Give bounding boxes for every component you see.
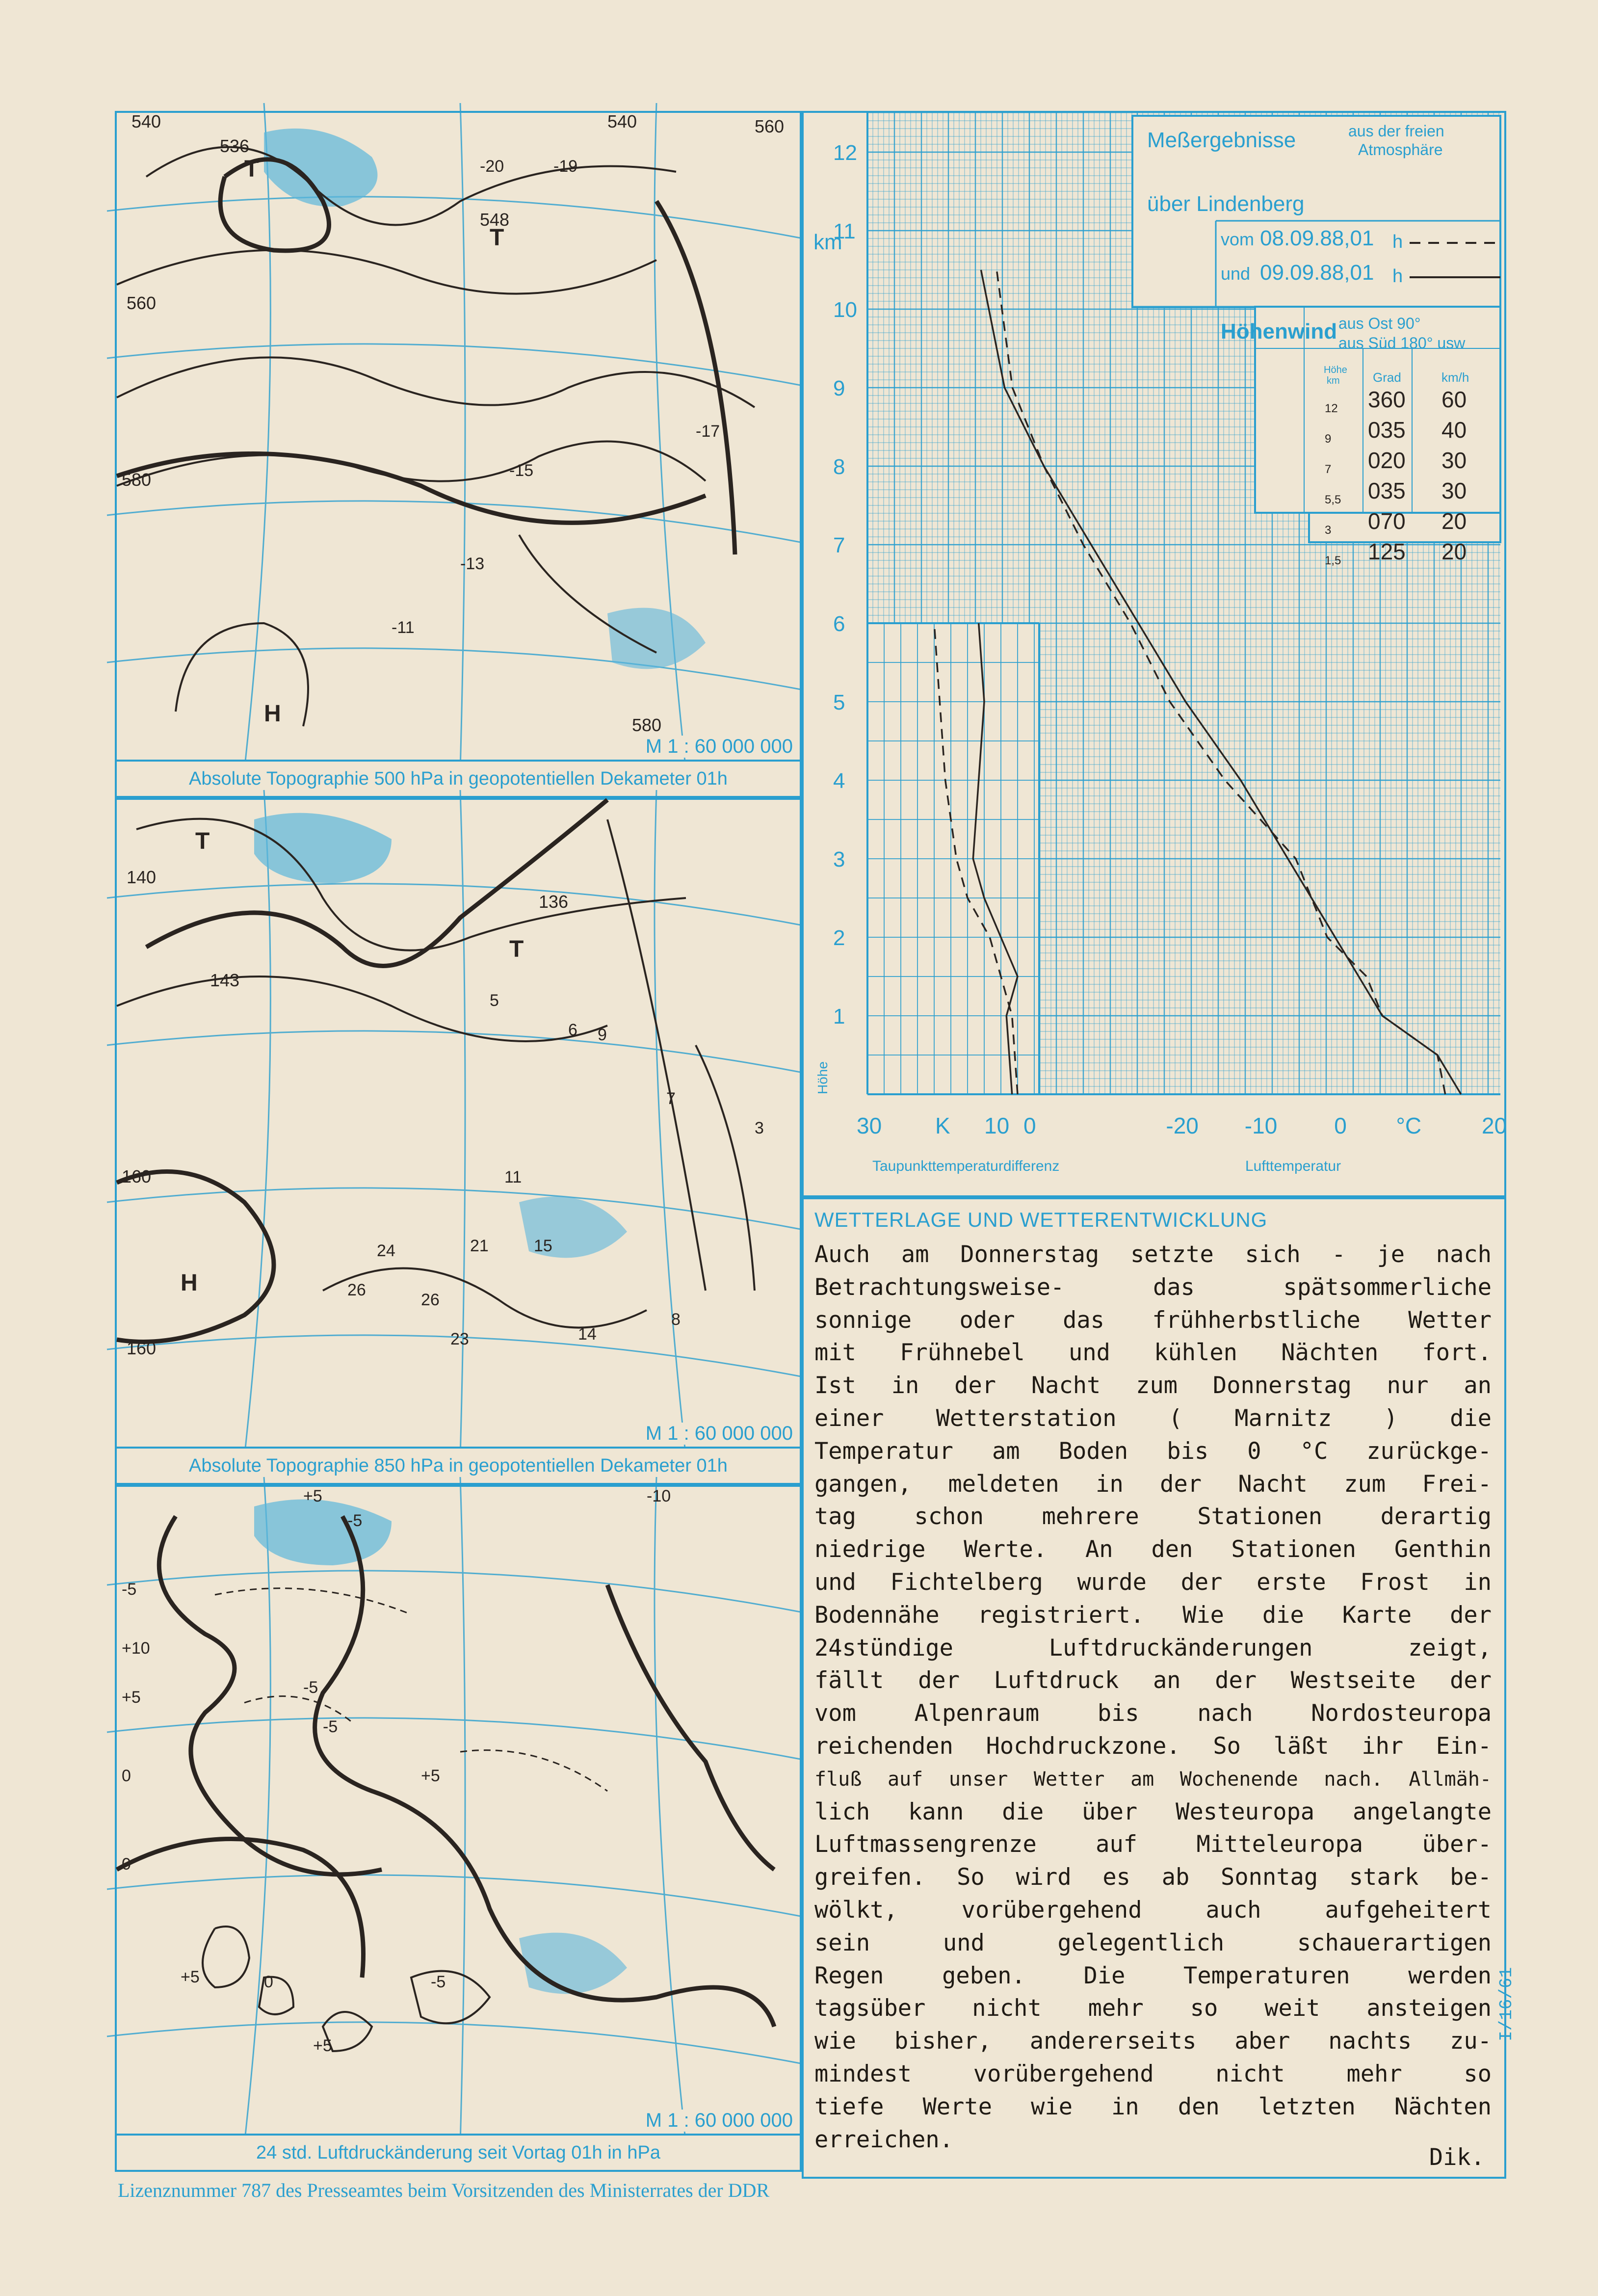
wind-speed-cell: 30 <box>1441 448 1467 473</box>
svg-text:H: H <box>181 1270 198 1296</box>
wind-dir-cell: 125 <box>1368 539 1406 564</box>
dew-tick-label: 10 <box>984 1113 1010 1138</box>
svg-text:9: 9 <box>598 1026 607 1044</box>
svg-text:6: 6 <box>568 1021 577 1039</box>
svg-text:136: 136 <box>539 892 569 912</box>
wind-h-cell: 3 <box>1325 524 1332 537</box>
wind-title: Höhenwind <box>1221 319 1337 343</box>
article-line: erreichen. <box>814 2126 953 2153</box>
dew-tick-label: K <box>935 1113 950 1138</box>
svg-text:3: 3 <box>755 1119 764 1137</box>
svg-text:160: 160 <box>127 1338 157 1358</box>
article-line: niedrige Werte. An den Stationen Genthin <box>814 1536 1492 1563</box>
run1-prefix: vom <box>1221 229 1255 249</box>
svg-text:+5: +5 <box>181 1968 200 1986</box>
footer-license: Lizenznummer 787 des Presseamtes beim Vorsitzenden des Ministerrates der DDR <box>118 2179 770 2201</box>
svg-text:+5: +5 <box>421 1767 440 1785</box>
run2-prefix: und <box>1221 264 1251 284</box>
wind-note-1: aus Ost 90° <box>1338 315 1421 332</box>
article-signature: Dik. <box>1429 2144 1485 2171</box>
y-tick-label: 1 <box>833 1004 845 1029</box>
svg-text:0: 0 <box>264 1973 273 1991</box>
svg-text:-5: -5 <box>347 1511 363 1530</box>
svg-text:560: 560 <box>755 116 785 136</box>
article-line: reichenden Hochdruckzone. So läßt ihr Ein- <box>814 1732 1492 1760</box>
svg-text:-17: -17 <box>696 422 720 441</box>
wind-dir-cell: 020 <box>1368 448 1406 473</box>
svg-text:21: 21 <box>470 1237 489 1255</box>
run1-date: 08.09.88,01 <box>1260 226 1374 250</box>
wind-h-cell: 7 <box>1325 463 1332 476</box>
svg-text:+5: +5 <box>313 2036 332 2055</box>
map-scale: M 1 : 60 000 000 <box>643 2110 796 2132</box>
wind-speed-cell: 20 <box>1441 508 1467 534</box>
map-850hpa <box>115 798 802 1485</box>
svg-text:-5: -5 <box>431 1973 446 1991</box>
run2-unit: h <box>1392 266 1403 287</box>
svg-text:-5: -5 <box>323 1717 338 1736</box>
y-tick-label: 3 <box>833 847 845 871</box>
side-code: I/16/61 <box>1496 1967 1517 2041</box>
article-line: wölkt, vorübergehend auch aufgeheitert <box>814 1896 1492 1924</box>
article-panel <box>802 1197 1506 2179</box>
svg-text:540: 540 <box>607 111 637 132</box>
temp-tick-label: °C <box>1396 1113 1422 1138</box>
y-tick-label: 5 <box>833 690 845 714</box>
svg-text:-10: -10 <box>647 1487 671 1505</box>
map-500hpa <box>115 111 802 798</box>
map-pressure-change-graphic <box>117 1487 800 2135</box>
article-line: wie bisher, andererseits aber nachts zu- <box>814 2028 1492 2055</box>
y-tick-label: 10 <box>833 298 857 322</box>
article-line: tiefe Werte wie in den letzten Nächten <box>814 2093 1492 2120</box>
article-line: Temperatur am Boden bis 0 °C zurückge- <box>814 1437 1492 1465</box>
dew-axis-label: Taupunkttemperaturdifferenz <box>872 1158 1060 1174</box>
svg-text:580: 580 <box>632 715 662 735</box>
y-tick-label: 11 <box>833 219 856 243</box>
map-pressure-change <box>115 1485 802 2172</box>
svg-text:580: 580 <box>122 470 152 490</box>
sounding-chart <box>804 113 1507 1195</box>
article-line: fluß auf unser Wetter am Wochenende nach. Allmäh- <box>814 1768 1492 1791</box>
svg-text:-20: -20 <box>480 157 504 176</box>
wind-h-cell: 12 <box>1325 402 1338 415</box>
map-caption: 24 std. Luftdruckänderung seit Vortag 01h in hPa <box>117 2134 800 2170</box>
svg-text:T: T <box>195 828 210 854</box>
wind-head-dir: Grad <box>1373 370 1401 385</box>
svg-text:+5: +5 <box>122 1688 141 1707</box>
article-line: mindest vorübergehend nicht mehr so <box>814 2060 1492 2087</box>
article-line: fällt der Luftdruck an der Westseite der <box>814 1667 1492 1694</box>
temp-axis-label: Lufttemperatur <box>1245 1158 1341 1174</box>
article-line: lich kann die über Westeuropa angelangte <box>814 1798 1492 1825</box>
km-label: km <box>813 230 842 254</box>
article-line: Luftmassengrenze auf Mitteleuropa über- <box>814 1831 1492 1858</box>
svg-text:15: 15 <box>534 1237 552 1255</box>
svg-text:26: 26 <box>421 1291 440 1309</box>
sounding-title: Meßergebnisse <box>1147 128 1296 152</box>
svg-text:140: 140 <box>127 867 157 887</box>
svg-text:7: 7 <box>666 1089 676 1108</box>
map-850hpa-graphic <box>117 800 800 1448</box>
y-tick-label: 6 <box>833 612 845 636</box>
wind-dir-cell: 035 <box>1368 478 1406 503</box>
article-title: WETTERLAGE UND WETTERENTWICKLUNG <box>814 1208 1268 1231</box>
article-line: sein und gelegentlich schauerartigen <box>814 1929 1492 1956</box>
wind-h-cell: 9 <box>1325 432 1332 446</box>
wind-dir-cell: 070 <box>1368 508 1406 534</box>
wind-h-cell: 1,5 <box>1325 554 1341 567</box>
y-tick-label: 7 <box>833 533 845 557</box>
article-line: Regen geben. Die Temperaturen werden <box>814 1962 1492 1989</box>
svg-text:T: T <box>490 225 504 251</box>
dew-tick-label: 30 <box>857 1113 882 1138</box>
article-line: tagsüber nicht mehr so weit ansteigen <box>814 1995 1492 2022</box>
article-line: greifen. So wird es ab Sonntag stark be- <box>814 1864 1492 1891</box>
svg-text:T: T <box>244 156 259 182</box>
svg-text:-13: -13 <box>460 554 485 573</box>
svg-text:+10: +10 <box>122 1639 150 1658</box>
svg-text:-11: -11 <box>392 618 415 637</box>
article-line: Betrachtungsweise- das spätsommerliche <box>814 1273 1492 1301</box>
article-line: gangen, meldeten in der Nacht zum Frei- <box>814 1470 1492 1498</box>
svg-text:560: 560 <box>127 293 157 313</box>
svg-text:-5: -5 <box>122 1580 137 1599</box>
svg-text:23: 23 <box>450 1330 469 1348</box>
dew-tick-label: 0 <box>1023 1113 1036 1138</box>
article-line: vom Alpenraum bis nach Nordosteuropa <box>814 1700 1492 1727</box>
wind-speed-cell: 20 <box>1441 539 1467 564</box>
map-scale: M 1 : 60 000 000 <box>643 736 796 758</box>
wind-speed-cell: 30 <box>1441 478 1467 503</box>
wind-head-speed: km/h <box>1441 370 1469 385</box>
map-500hpa-graphic <box>117 113 800 761</box>
sounding-subtitle-1: aus der freien <box>1348 122 1444 140</box>
wind-speed-cell: 60 <box>1441 387 1467 412</box>
sounding-chart-panel <box>802 111 1506 1197</box>
article-line: einer Wetterstation ( Marnitz ) die <box>814 1404 1492 1432</box>
sounding-station: über Lindenberg <box>1147 192 1305 216</box>
y-tick-label: 8 <box>833 455 845 479</box>
svg-text:26: 26 <box>347 1281 366 1299</box>
svg-text:160: 160 <box>122 1166 152 1187</box>
svg-text:11: 11 <box>504 1168 522 1187</box>
article-line: sonnige oder das frühherbstliche Wetter <box>814 1306 1492 1334</box>
wind-speed-cell: 40 <box>1441 417 1467 443</box>
y-tick-label: 9 <box>833 376 845 400</box>
article-line: mit Frühnebel und kühlen Nächten fort. <box>814 1339 1492 1367</box>
wind-h-cell: 5,5 <box>1325 493 1341 506</box>
svg-text:5: 5 <box>490 991 499 1010</box>
article-line: tag schon mehrere Stationen derartig <box>814 1503 1492 1531</box>
svg-text:0: 0 <box>122 1855 131 1874</box>
svg-text:-5: -5 <box>303 1678 318 1697</box>
temp-tick-label: -10 <box>1244 1113 1278 1138</box>
svg-text:14: 14 <box>578 1325 597 1344</box>
svg-text:548: 548 <box>480 210 510 230</box>
y-tick-label: 4 <box>833 769 845 793</box>
wind-head-height-unit: km <box>1327 375 1340 386</box>
article-line: und Fichtelberg wurde der erste Frost in <box>814 1568 1492 1596</box>
svg-text:540: 540 <box>131 111 161 132</box>
article-line: Bodennähe registriert. Wie die Karte der <box>814 1601 1492 1629</box>
y-tick-label: 12 <box>833 141 857 165</box>
wind-dir-cell: 035 <box>1368 417 1406 443</box>
article-line: Auch am Donnerstag setzte sich - je nach <box>814 1241 1492 1268</box>
svg-text:143: 143 <box>210 970 240 990</box>
hoehe-label: Höhe <box>815 1061 830 1094</box>
map-scale: M 1 : 60 000 000 <box>643 1423 796 1445</box>
svg-text:8: 8 <box>671 1310 681 1329</box>
svg-text:0: 0 <box>122 1767 131 1785</box>
y-tick-label: 2 <box>833 926 845 950</box>
svg-text:24: 24 <box>377 1241 395 1260</box>
svg-text:536: 536 <box>220 136 250 156</box>
article-body <box>814 1239 1492 2156</box>
run2-date: 09.09.88,01 <box>1260 261 1374 285</box>
svg-text:T: T <box>509 936 524 962</box>
svg-text:H: H <box>264 701 281 727</box>
svg-text:-15: -15 <box>509 461 534 480</box>
map-caption: Absolute Topographie 500 hPa in geopotentiellen Dekameter 01h <box>117 760 800 796</box>
sounding-subtitle-2: Atmosphäre <box>1358 141 1443 158</box>
temp-tick-label: 0 <box>1334 1113 1347 1138</box>
run1-unit: h <box>1392 232 1403 252</box>
svg-text:+5: +5 <box>303 1487 322 1505</box>
article-line: Ist in der Nacht zum Donnerstag nur an <box>814 1372 1492 1399</box>
wind-head-height: Höhe <box>1324 365 1347 375</box>
temp-tick-label: -20 <box>1166 1113 1199 1138</box>
wind-note-2: aus Süd 180° usw <box>1338 334 1466 352</box>
svg-text:-19: -19 <box>553 157 578 176</box>
map-caption: Absolute Topographie 850 hPa in geopotentiellen Dekameter 01h <box>117 1447 800 1483</box>
wind-dir-cell: 360 <box>1368 387 1406 412</box>
article-line: 24stündige Luftdruckänderungen zeigt, <box>814 1634 1492 1662</box>
temp-tick-label: 20 <box>1482 1113 1507 1138</box>
